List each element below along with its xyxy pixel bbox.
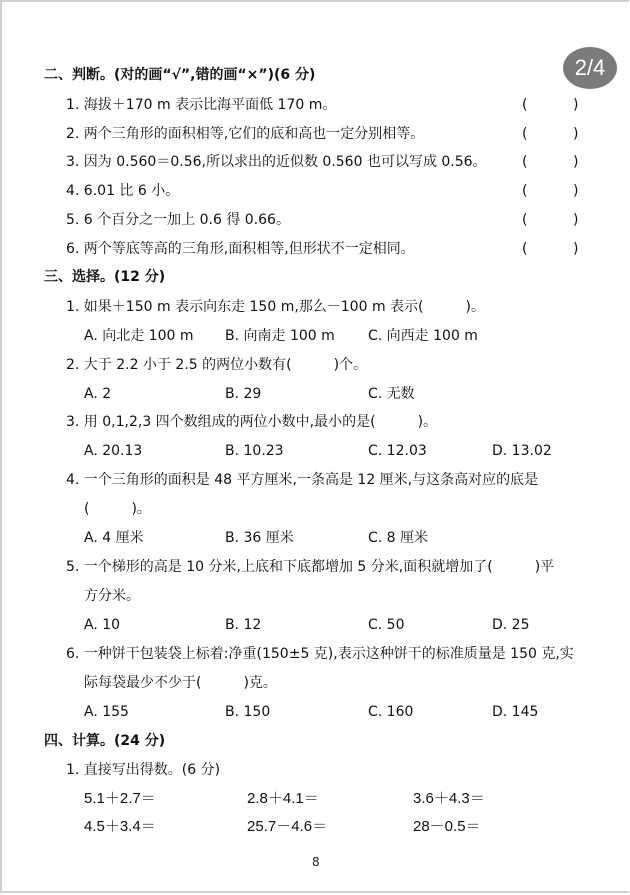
section-title-judgment: 二、判断。(对的画“√”,错的画“×”)(6 分) <box>44 67 316 83</box>
judgment-item-3: 3. 因为 0.560＝0.56,所以求出的近似数 0.560 也可以写成 0.56。 <box>66 154 487 170</box>
judgment-item-2: 2. 两个三角形的面积相等,它们的底和高也一定分别相等。 <box>66 126 425 142</box>
question-text: 1. 如果＋150 m 表示向东走 150 m,那么－100 m 表示( )。 <box>66 299 485 315</box>
option-b: B. 29 <box>225 386 262 402</box>
question-text-continued: ( )。 <box>84 501 151 517</box>
page-indicator-badge: 2/4 <box>563 47 617 89</box>
question-text-continued: 方分米。 <box>84 588 140 604</box>
judgment-item-5: 5. 6 个百分之一加上 0.6 得 0.66。 <box>66 212 290 228</box>
calc-problem: 2.8＋4.1＝ <box>247 790 319 807</box>
page-number: 8 <box>312 855 320 869</box>
answer-paren-close: ) <box>573 97 579 113</box>
answer-paren-open: ( <box>522 126 528 142</box>
answer-paren-close: ) <box>573 183 579 199</box>
answer-paren-open: ( <box>522 154 528 170</box>
option-c: C. 向西走 100 m <box>368 328 478 344</box>
question-text: 3. 用 0,1,2,3 四个数组成的两位小数中,最小的是( )。 <box>66 414 438 430</box>
answer-paren-close: ) <box>573 154 579 170</box>
answer-paren-close: ) <box>573 241 579 257</box>
option-d: D. 25 <box>492 617 530 633</box>
option-d: D. 145 <box>492 704 539 720</box>
section-title-calculation: 四、计算。(24 分) <box>44 733 166 749</box>
option-b: B. 向南走 100 m <box>225 328 335 344</box>
answer-paren-open: ( <box>522 97 528 113</box>
option-a: A. 向北走 100 m <box>84 328 194 344</box>
calc-problem: 3.6＋4.3＝ <box>413 790 485 807</box>
option-a: A. 4 厘米 <box>84 530 144 546</box>
option-c: C. 8 厘米 <box>368 530 429 546</box>
option-c: C. 50 <box>368 617 405 633</box>
answer-paren-open: ( <box>522 212 528 228</box>
judgment-item-1: 1. 海拔＋170 m 表示比海平面低 170 m。 <box>66 97 337 113</box>
question-text-continued: 际每袋最少不少于( )克。 <box>84 675 277 691</box>
question-text: 4. 一个三角形的面积是 48 平方厘米,一条高是 12 厘米,与这条高对应的底是 <box>66 472 539 488</box>
option-a: A. 2 <box>84 386 112 402</box>
option-a: A. 20.13 <box>84 443 143 459</box>
calc-problem: 28－0.5＝ <box>413 818 481 835</box>
option-a: A. 155 <box>84 704 129 720</box>
calc-problem: 5.1＋2.7＝ <box>84 790 156 807</box>
judgment-item-6: 6. 两个等底等高的三角形,面积相等,但形状不一定相同。 <box>66 241 415 257</box>
option-b: B. 10.23 <box>225 443 284 459</box>
question-text: 2. 大于 2.2 小于 2.5 的两位小数有( )个。 <box>66 357 368 373</box>
option-d: D. 13.02 <box>492 443 552 459</box>
question-text: 6. 一种饼干包装袋上标着:净重(150±5 克),表示这种饼干的标准质量是 150 克,实 <box>66 646 574 662</box>
answer-paren-close: ) <box>573 212 579 228</box>
answer-paren-close: ) <box>573 126 579 142</box>
judgment-item-4: 4. 6.01 比 6 小。 <box>66 183 180 199</box>
section-title-choice: 三、选择。(12 分) <box>44 269 166 285</box>
option-b: B. 150 <box>225 704 271 720</box>
answer-paren-open: ( <box>522 241 528 257</box>
answer-paren-open: ( <box>522 183 528 199</box>
option-c: C. 160 <box>368 704 414 720</box>
option-a: A. 10 <box>84 617 121 633</box>
calc-problem: 25.7－4.6＝ <box>247 818 328 835</box>
question-text: 5. 一个梯形的高是 10 分米,上底和下底都增加 5 分米,面积就增加了( )平 <box>66 559 555 575</box>
option-c: C. 12.03 <box>368 443 427 459</box>
option-b: B. 36 厘米 <box>225 530 294 546</box>
option-c: C. 无数 <box>368 386 415 402</box>
calc-problem: 4.5＋3.4＝ <box>84 818 156 835</box>
calc-subsection-title: 1. 直接写出得数。(6 分) <box>66 762 221 778</box>
option-b: B. 12 <box>225 617 262 633</box>
